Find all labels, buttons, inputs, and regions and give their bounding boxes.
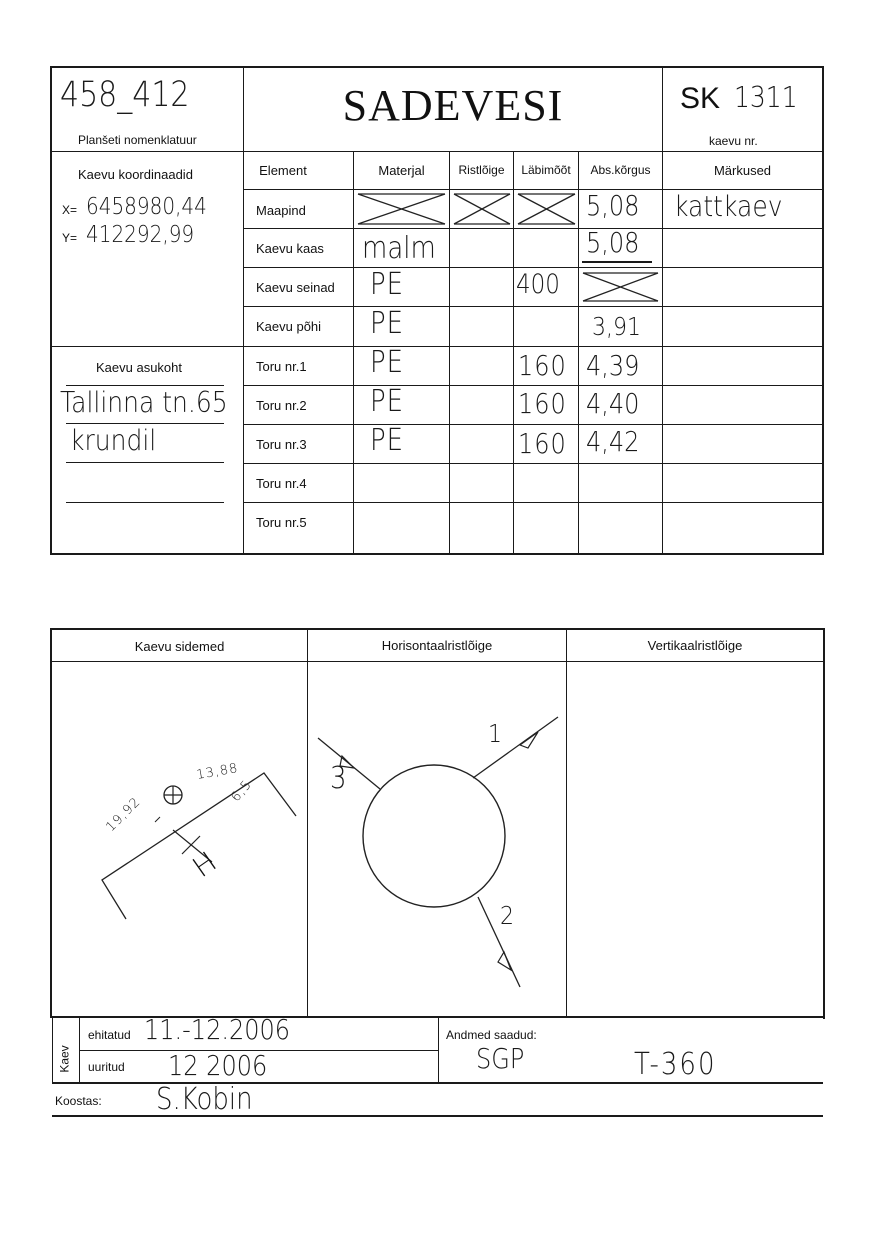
x-prefix: X=: [62, 203, 78, 217]
built-date-value: 11.-12.2006: [144, 1013, 291, 1046]
pipe-1-label: 1: [488, 720, 503, 749]
col-header-cross-section: Ristlõige: [458, 163, 505, 177]
row-element-label: Toru nr.3: [256, 437, 307, 452]
well-number-label: kaevu nr.: [709, 134, 758, 148]
ties-dimension-top: 13,88: [195, 760, 240, 783]
data-source-label: Andmed saadud:: [446, 1028, 537, 1042]
built-label: ehitatud: [88, 1028, 131, 1042]
page-title: SADEVESI: [342, 81, 564, 130]
nomenclature-value: 458_412: [60, 74, 190, 115]
cross-mark-height: [579, 268, 662, 306]
col-header-notes: Märkused: [713, 163, 772, 178]
y-coordinate-value: 412292,99: [86, 220, 195, 248]
diameter-value: 160: [518, 349, 567, 382]
row-element-label: Kaevu põhi: [256, 319, 322, 334]
ties-dimension-left: 19,92: [103, 794, 144, 835]
well-prefix: SK: [680, 82, 721, 115]
well-number: 1311: [734, 80, 798, 114]
horizontal-section-sketch: [308, 662, 566, 1016]
col-header-diameter: Läbimõõt: [521, 163, 571, 177]
location-line2: krundil: [70, 423, 157, 457]
diameter-value: 160: [518, 387, 567, 420]
measured-date-value: 12 2006: [168, 1049, 268, 1082]
row-element-label: Toru nr.4: [256, 476, 307, 491]
row-element-label: Toru nr.1: [256, 359, 307, 374]
row-element-label: Toru nr.2: [256, 398, 307, 413]
material-value: PE: [370, 423, 405, 458]
cross-mark-cross-section: [450, 190, 513, 228]
notes-value: kattkaev: [674, 189, 783, 223]
row-element-label: Kaevu kaas: [256, 241, 324, 256]
pipe-2-label: 2: [500, 902, 515, 931]
height-value: 4,42: [586, 425, 640, 458]
y-prefix: Y=: [62, 231, 78, 245]
pipe-3-label: 3: [330, 761, 348, 796]
material-value: PE: [370, 306, 405, 341]
height-value: 4,40: [586, 387, 640, 420]
row-element-label: Kaevu seinad: [256, 280, 335, 295]
coordinates-label: Kaevu koordinaadid: [78, 167, 193, 182]
cross-mark-material: [354, 190, 449, 228]
well-group-label: Kaev: [57, 1045, 72, 1073]
material-value: PE: [370, 345, 405, 380]
ties-dimension-right: 6,5: [228, 777, 256, 805]
height-value: 3,91: [592, 313, 641, 342]
ties-building-mark: H: [186, 844, 223, 885]
location-line1: Tallinna tn.65: [60, 385, 228, 419]
nomenclature-label: Planšeti nomenklatuur: [78, 133, 197, 147]
diameter-value: 160: [518, 427, 567, 460]
height-value: 5,08: [586, 226, 640, 259]
author-value: S.Kobin: [156, 1082, 253, 1117]
material-value: malm: [362, 231, 436, 266]
height-value: 4,39: [586, 349, 640, 382]
vertical-section-label: Vertikaalristlõige: [647, 638, 743, 653]
data-source-value: SGP: [476, 1042, 525, 1075]
col-header-material: Materjal: [378, 163, 425, 178]
cross-mark-diameter: [514, 190, 578, 228]
horizontal-section-label: Horisontaalristlõige: [381, 638, 493, 653]
instrument-value: T-360: [634, 1047, 717, 1082]
height-value: 5,08: [586, 189, 640, 222]
diameter-value: 400: [516, 270, 560, 300]
col-header-abs-height: Abs.kõrgus: [590, 163, 651, 177]
material-value: PE: [370, 384, 405, 419]
measured-label: uuritud: [88, 1060, 125, 1074]
col-header-element: Element: [259, 163, 307, 178]
row-element-label: Maapind: [256, 203, 306, 218]
row-element-label: Toru nr.5: [256, 515, 307, 530]
ties-label: Kaevu sidemed: [134, 639, 225, 654]
location-label: Kaevu asukoht: [96, 360, 183, 375]
x-coordinate-value: 6458980,44: [86, 192, 207, 220]
ties-sketch: [52, 662, 307, 1016]
author-label: Koostas:: [55, 1094, 102, 1108]
material-value: PE: [370, 267, 405, 302]
